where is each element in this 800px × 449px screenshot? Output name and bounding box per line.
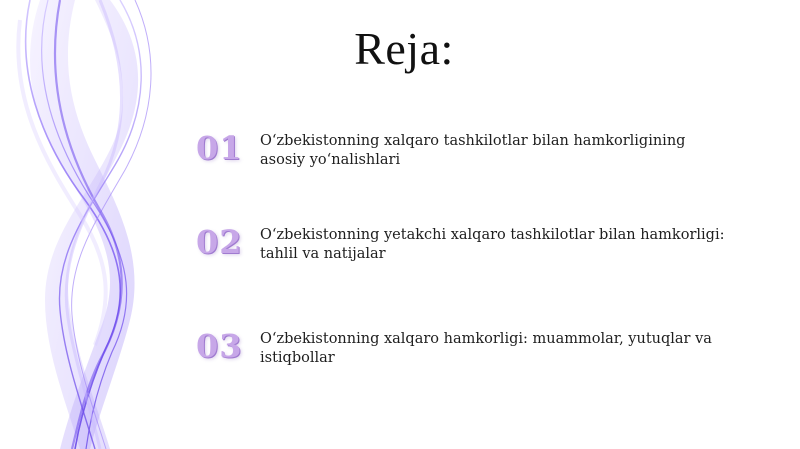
agenda-item bbox=[196, 329, 756, 368]
item-number: 03 bbox=[196, 327, 243, 365]
item-number: 01 bbox=[196, 129, 243, 167]
page-title: Reja: bbox=[354, 23, 454, 74]
item-text: O‘zbekistonning yetakchi xalqaro tashkilotlar bilan hamkorligi: tahlil va natijalar bbox=[260, 227, 725, 262]
item-text: O‘zbekistonning xalqaro hamkorligi: muammolar, yutuqlar va istiqbollar bbox=[260, 331, 712, 366]
item-number: 02 bbox=[196, 223, 243, 261]
agenda-item bbox=[196, 225, 756, 264]
item-text: O‘zbekistonning xalqaro tashkilotlar bilan hamkorligining asosiy yo‘nalishlari bbox=[260, 133, 686, 168]
agenda-item bbox=[196, 131, 756, 170]
